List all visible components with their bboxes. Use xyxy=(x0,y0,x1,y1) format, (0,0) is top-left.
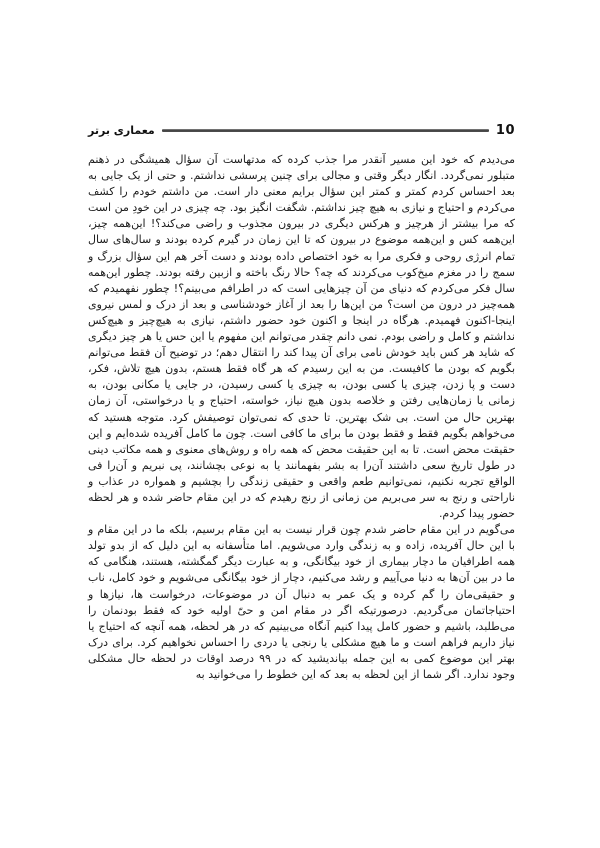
page-number: 10 xyxy=(495,123,515,138)
book-title: معماری برتر xyxy=(88,124,155,137)
body-text xyxy=(88,152,515,683)
paragraph-2: می‌گویم در این مقام حاضر شدم چون قرار نیست به این مقام برسیم، بلکه ما در این مقام و با این حال آفریده، زاده و به زندگی وارد می‌شویم. اما متأسفانه به این دلیل که از بدو تولد همه اطرافیان ما دچار بیماری از خود بیگانگی، و به عبارت دیگر گمگشته، هستند، هنگامی که ما در بین آن‌ها به دنیا می‌آییم و رشد می‌کنیم، دچار از خود بیگانگی می‌شویم و خود کامل، ناب و حقیقی‌مان را گم کرده و یک عمر به دنبال آن در موضوعات، درخواست ها، نیازها و احتیاجاتمان می‌گردیم. درصورتیکه اگر در مقام امن و حیّ اولیه خود که فقط بودنمان را می‌طلبد، باشیم و حضور کامل پیدا کنیم آنگاه می‌بینیم که در هر لحظه، همه آنچه که احتیاج یا نیاز داریم فراهم است و ما هیچ مشکلی یا رنجی یا دردی را احساس نخواهیم کرد. برای درک بهتر این موضوع کمی به این جمله بیاندیشید که در ۹۹ درصد اوقات در لحظه حال مشکلی وجود ندارد. اگر شما از این لحظه به بعد که این خطوط را می‌خوانید به xyxy=(88,523,515,681)
header-rule xyxy=(162,129,489,132)
paragraph-1: می‌دیدم که خود این مسیر آنقدر مرا جذب کرده که مدتهاست آن سؤال همیشگی در ذهنم متبلور نمی‌گردد. انگار دیگر وقتی و مجالی برای چنین پرسشی نداشتم. و حتی از یک جایی به بعد احساس کردم کمتر و کمتر این سؤال برایم معنی دار است. من داشتم خودم را کشف می‌کردم و احتیاج و نیازی به هیچ چیز نداشتم. شگفت انگیز بود. چه چیزی در این خودِ من است که مرا بیشتر از هرچیز و هرکس دیگری در بیرون مجذوب و راضی می‌کند؟! این‌همه چیز، این‌همه کس و این‌همه موضوع در بیرون که تا این زمان در گیرم کرده بودند و سال‌های سال تمام انرژی روحی و فکری مرا به خود اختصاص داده بودند و دست آخر هم این سؤال بزرگ و سمج را در مغزم میخ‌کوب می‌کردند که چه؟ حالا رنگ باخته و ازبین رفته بودند. چطور این‌همه سال فکر می‌کردم که دنیای من آن چیزهایی است که در اطرافم می‌بینم؟! چطور نفهمیدم که همه‌چیز در درون من است؟ من این‌ها را بعد از آغاز خودشناسی و بعد از درک و لمس نیروی اینجا-اکنون فهمیدم. هرگاه در اینجا و اکنون خود حضور داشتم، نیازی به هیچ‌چیز و هیچ‌کس نداشتم و کامل و راضی بودم. نمی دانم چقدر می‌توانم این مفهوم یا این حس یا هر چیز دیگری که شاید هر کس باید خودش نامی برای آن پیدا کند را انتقال دهم؛ در توضیح آن فقط می‌توانم بگویم که بودن ما کافیست. من به این رسیدم که هر گاه فقط هستم، بدون هیچ تلاش، فکر، دست و پا زدن، چیزی یا کسی بودن، به چیزی یا کسی رسیدن، در جایی یا مکانی بودن، به زمانی یا زمان‌هایی رفتن و خلاصه بدون هیچ نیاز، خواسته، احتیاج و یا درخواستی، آن زمان بهترین حال من است. بی شک بهترین. تا حدی که نمی‌توان توصیفش کرد. متوجه هستید که می‌خواهم بگویم فقط و فقط بودن ما برای ما کافی است. چون ما کامل آفریده شده‌ایم و این حقیقت محض است. تا به این حقیقت محض که همه راه و روش‌های معنوی و همه مکاتب دینی در طول تاریخ سعی داشتند آن‌را به بشر بفهمانند یا به نوعی بچشانند، پی نبریم و آن‌را فی الواقع تجربه نکنیم، نمی‌توانیم طعم واقعی و حقیقی زندگی را بچشیم و همواره در عذاب و ناراحتی و رنج به سر می‌بریم من زمانی از رنج رهیدم که در این مقام حاضر شده و هر لحظه حضور پیدا کردم. xyxy=(88,153,515,521)
running-header xyxy=(88,123,515,138)
